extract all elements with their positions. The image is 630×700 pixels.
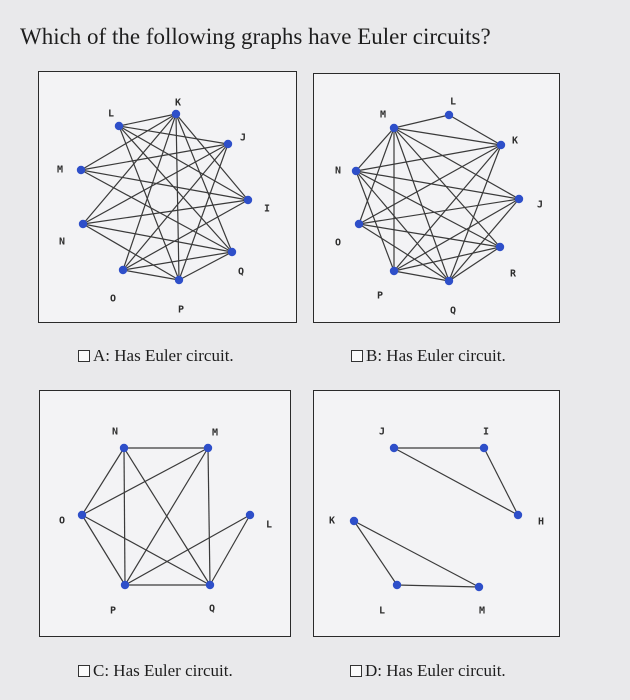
edge-k-o xyxy=(123,114,176,270)
vertex-label-l: L xyxy=(449,96,457,108)
edge-j-h xyxy=(394,448,518,515)
option-d-label: D: Has Euler circuit. xyxy=(365,661,506,680)
vertex-j xyxy=(515,195,523,203)
vertex-label-r: R xyxy=(509,268,517,280)
graph-a-panel xyxy=(38,71,297,323)
vertex-label-o: O xyxy=(58,515,66,527)
vertex-n xyxy=(352,167,360,175)
edge-m-o xyxy=(82,448,208,515)
vertex-label-j: J xyxy=(378,426,386,438)
graph-d-panel xyxy=(313,390,560,637)
vertex-label-o: O xyxy=(109,293,117,305)
option-b-label: B: Has Euler circuit. xyxy=(366,346,506,365)
vertex-k xyxy=(172,110,180,118)
edge-k-q xyxy=(449,145,501,281)
edge-k-m xyxy=(354,521,479,587)
vertex-label-p: P xyxy=(109,605,117,617)
vertex-o xyxy=(119,266,127,274)
edge-m-q xyxy=(208,448,210,585)
vertex-k xyxy=(350,517,358,525)
edge-n-o xyxy=(82,448,124,515)
option-b-checkbox[interactable] xyxy=(351,350,363,362)
vertex-label-m: M xyxy=(56,164,64,176)
edge-l-m xyxy=(397,585,479,587)
option-a-label: A: Has Euler circuit. xyxy=(93,346,234,365)
vertex-k xyxy=(497,141,505,149)
edge-m-q xyxy=(394,128,449,281)
graph-d-drawing xyxy=(314,391,559,636)
option-d-checkbox[interactable] xyxy=(350,665,362,677)
vertex-label-q: Q xyxy=(208,603,216,615)
edge-k-p xyxy=(176,114,179,280)
vertex-p xyxy=(121,581,129,589)
vertex-h xyxy=(514,511,522,519)
vertex-n xyxy=(120,444,128,452)
vertex-m xyxy=(204,444,212,452)
vertex-label-h: H xyxy=(537,516,545,528)
question-text: Which of the following graphs have Euler circuits? xyxy=(20,24,491,49)
vertex-label-k: K xyxy=(511,135,519,147)
edge-k-p xyxy=(394,145,501,271)
edge-n-p xyxy=(124,448,125,585)
option-c-label: C: Has Euler circuit. xyxy=(93,661,233,680)
vertex-r xyxy=(496,243,504,251)
vertex-label-m: M xyxy=(379,109,387,121)
vertex-label-k: K xyxy=(328,515,336,527)
vertex-label-o: O xyxy=(334,237,342,249)
graph-a-drawing xyxy=(39,72,296,322)
vertex-label-l: L xyxy=(378,605,386,617)
vertex-p xyxy=(390,267,398,275)
vertex-label-m: M xyxy=(478,605,486,617)
vertex-m xyxy=(475,583,483,591)
edge-m-r xyxy=(394,128,500,247)
vertex-p xyxy=(175,276,183,284)
vertex-label-n: N xyxy=(58,236,66,248)
vertex-label-i: I xyxy=(263,203,271,215)
edge-p-l xyxy=(125,515,250,585)
vertex-q xyxy=(228,248,236,256)
vertex-label-n: N xyxy=(334,165,342,177)
edge-m-n xyxy=(356,128,394,171)
vertex-n xyxy=(79,220,87,228)
vertex-label-k: K xyxy=(174,97,182,109)
vertex-label-q: Q xyxy=(449,305,457,317)
vertex-label-l: L xyxy=(265,519,273,531)
edge-q-r xyxy=(449,247,500,281)
vertex-label-p: P xyxy=(376,290,384,302)
vertex-i xyxy=(244,196,252,204)
vertex-o xyxy=(78,511,86,519)
edge-n-i xyxy=(83,200,248,224)
vertex-i xyxy=(480,444,488,452)
vertex-l xyxy=(246,511,254,519)
vertex-o xyxy=(355,220,363,228)
edge-i-h xyxy=(484,448,518,515)
option-d[interactable] xyxy=(350,661,506,681)
edge-o-p xyxy=(82,515,125,585)
edge-m-q xyxy=(81,170,232,252)
option-a[interactable] xyxy=(78,346,234,366)
edge-k-n xyxy=(83,114,176,224)
graph-c-panel xyxy=(39,390,291,637)
graph-b-drawing xyxy=(314,74,559,322)
edge-l-q xyxy=(210,515,250,585)
edge-k-l xyxy=(354,521,397,585)
vertex-label-i: I xyxy=(482,426,490,438)
vertex-label-j: J xyxy=(536,199,544,211)
edge-o-q xyxy=(82,515,210,585)
edge-j-o xyxy=(123,144,228,270)
vertex-m xyxy=(390,124,398,132)
option-c[interactable] xyxy=(78,661,233,681)
graph-b-panel xyxy=(313,73,560,323)
option-a-checkbox[interactable] xyxy=(78,350,90,362)
vertex-label-m: M xyxy=(211,427,219,439)
vertex-label-n: N xyxy=(111,426,119,438)
edge-m-l xyxy=(394,115,449,128)
vertex-label-p: P xyxy=(177,304,185,316)
edge-p-r xyxy=(394,247,500,271)
graph-c-drawing xyxy=(40,391,290,636)
vertex-label-j: J xyxy=(239,132,247,144)
vertex-l xyxy=(115,122,123,130)
vertex-q xyxy=(445,277,453,285)
vertex-l xyxy=(393,581,401,589)
vertex-m xyxy=(77,166,85,174)
vertex-l xyxy=(445,111,453,119)
option-c-checkbox[interactable] xyxy=(78,665,90,677)
option-b[interactable] xyxy=(351,346,506,366)
vertex-j xyxy=(390,444,398,452)
vertex-j xyxy=(224,140,232,148)
vertex-q xyxy=(206,581,214,589)
vertex-label-q: Q xyxy=(237,266,245,278)
edge-k-q xyxy=(176,114,232,252)
vertex-label-l: L xyxy=(107,108,115,120)
